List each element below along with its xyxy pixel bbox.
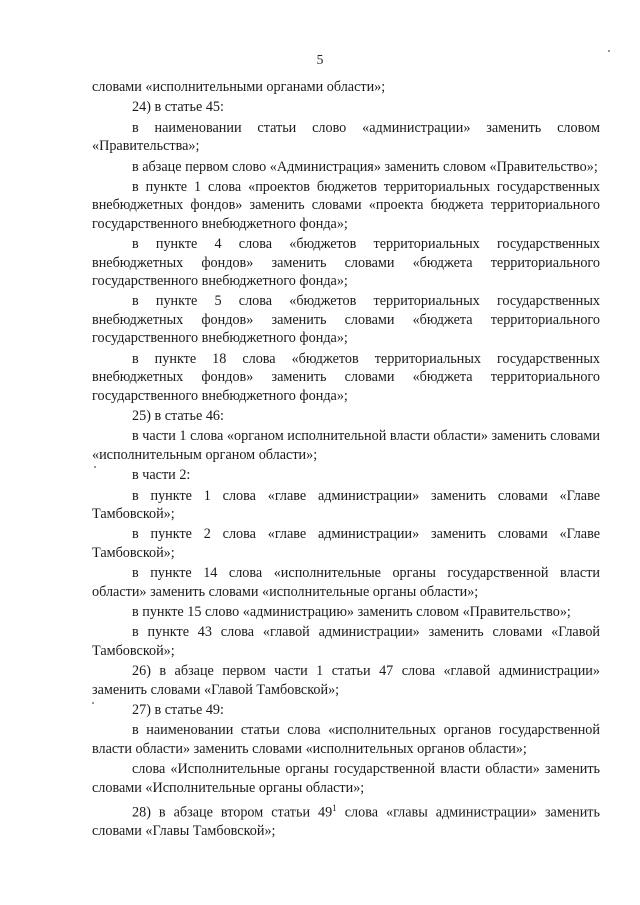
paragraph: в пункте 1 слова «проектов бюджетов территориальных государственных внебюджетных фондов» заменить словами «проекта бюджета территориального государственного внебюджетного фонда»; (92, 179, 600, 232)
paragraph: в наименовании статьи слова «исполнительных органов государственной власти области» заменить словами «исполнительных органов области»; (92, 722, 600, 757)
paragraph: в пункте 43 слова «главой администрации» заменить словами «Главой Тамбовской»; (92, 624, 600, 659)
paragraph: в наименовании статьи слово «администрации» заменить словом «Правительства»; (92, 119, 600, 155)
paragraph: в абзаце первом слово «Администрация» заменить словом «Правительство»; (132, 158, 598, 175)
paragraph: в пункте 14 слова «исполнительные органы государственной власти области» заменить словами «исполнительные органы области»; (92, 565, 600, 600)
paragraph: словами «исполнительными органами области»; (92, 79, 386, 95)
paragraph: в пункте 1 слова «главе администрации» заменить словами «Главе Тамбовской»; (92, 487, 600, 522)
paragraph: 24) в статье 45: (132, 99, 224, 116)
paragraph: в пункте 18 слова «бюджетов территориальных государственных внебюджетных фондов» заменить словами «бюджета территориального государственного внебюджетного фонда»; (92, 350, 600, 404)
page-number: 5 (316, 52, 324, 67)
paragraph: 26) в абзаце первом части 1 статьи 47 слова «главой администрации» заменить словами «Главой Тамбовской»; (92, 663, 600, 698)
paragraph: в пункте 4 слова «бюджетов территориальных государственных внебюджетных фондов» заменить словами «бюджета территориального государственного внебюджетного фонда»; (92, 236, 600, 290)
paragraph: в пункте 2 слова «главе администрации» заменить словами «Главе Тамбовской»; (92, 526, 600, 561)
paragraph-text-before: 28) в абзаце втором статьи 49 (132, 804, 333, 821)
superscript: 1 (332, 803, 337, 814)
scan-speck (608, 50, 610, 52)
paragraph (92, 799, 600, 841)
paragraph: 27) в статье 49: (132, 702, 224, 718)
paragraph: слова «Исполнительные органы государственной власти области» заменить словами «Исполнительные органы области»; (92, 761, 600, 796)
paragraph-text-after: слова «главы администрации» заменить словами «Главы Тамбовской»; (92, 804, 600, 840)
document-body (92, 78, 600, 843)
paragraph: в части 1 слова «органом исполнительной власти области» заменить словами «исполнительным органом области»; (92, 428, 600, 463)
paragraph: в пункте 5 слова «бюджетов территориальных государственных внебюджетных фондов» заменить словами «бюджета территориального государственного внебюджетного фонда»; (92, 293, 600, 347)
paragraph: в пункте 15 слово «администрацию» заменить словом «Правительство»; (132, 603, 571, 620)
paragraph: 25) в статье 46: (132, 407, 224, 424)
paragraph: в части 2: (132, 467, 191, 484)
